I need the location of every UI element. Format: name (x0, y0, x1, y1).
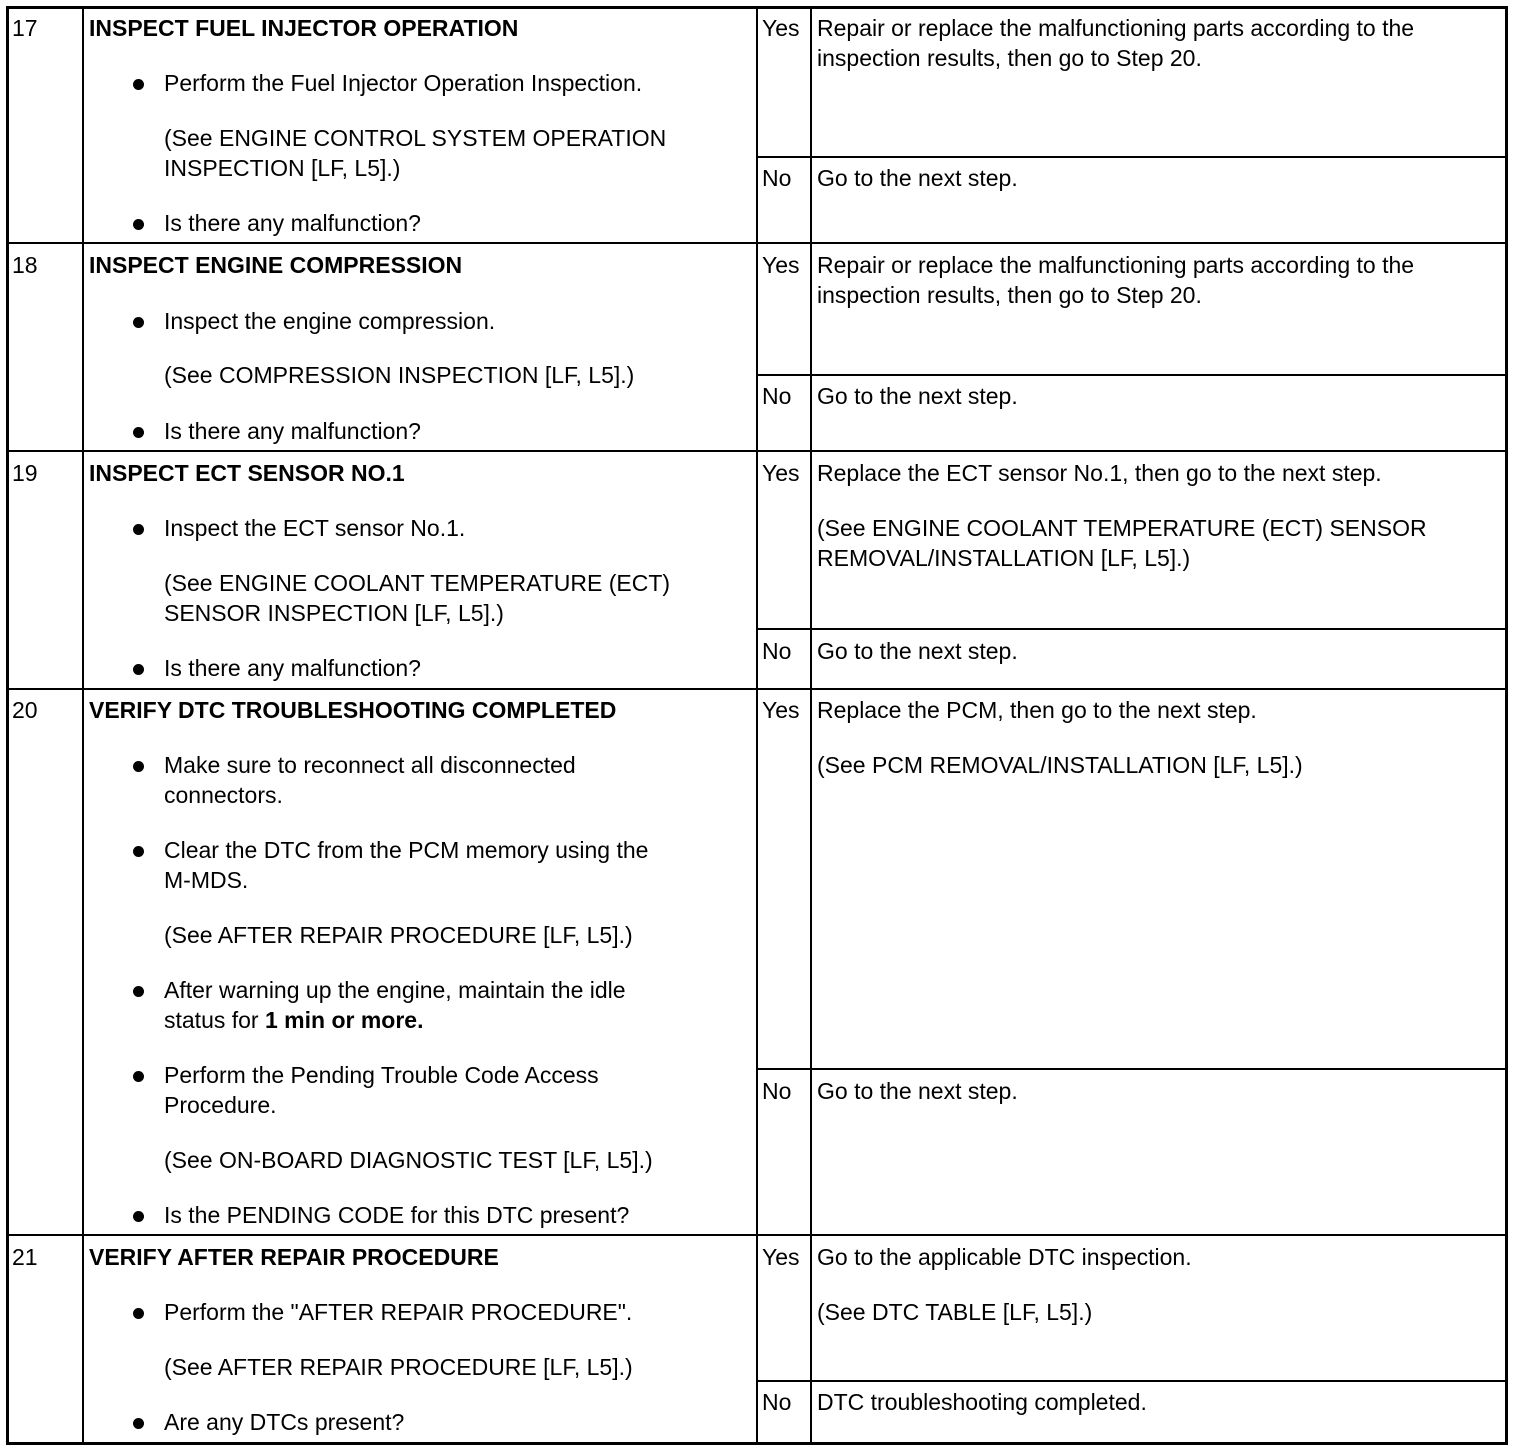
yes-label: Yes (762, 697, 800, 723)
step-title: VERIFY AFTER REPAIR PROCEDURE (89, 1244, 499, 1270)
action-item-text: After warning up the engine, maintain the idle status for (164, 977, 626, 1033)
action-item: Perform the Fuel Injector Operation Inspection. (164, 70, 643, 96)
bullet-icon (133, 427, 144, 438)
column-divider-step (82, 6, 84, 1445)
bullet-icon (133, 79, 144, 90)
row-divider (6, 688, 1508, 690)
no-label: No (762, 1078, 792, 1104)
row-divider (6, 450, 1508, 452)
step-title: INSPECT FUEL INJECTOR OPERATION (89, 15, 519, 41)
action-question: Is there any malfunction? (164, 655, 421, 681)
row-divider (6, 242, 1508, 244)
action-item-emphasis: 1 min or more. (264, 1007, 424, 1033)
yes-no-divider (756, 628, 1508, 630)
no-result: Go to the next step. (817, 383, 1018, 409)
yes-label: Yes (762, 252, 800, 278)
bullet-icon (133, 1071, 144, 1082)
bullet-icon (133, 761, 144, 772)
step-title: INSPECT ENGINE COMPRESSION (89, 252, 463, 278)
yes-no-divider (756, 1380, 1508, 1382)
yes-label: Yes (762, 460, 800, 486)
action-question: Are any DTCs present? (164, 1409, 405, 1435)
no-result: Go to the next step. (817, 165, 1018, 191)
yes-no-divider (756, 156, 1508, 158)
yes-no-divider (756, 1068, 1508, 1070)
column-divider-result (810, 6, 812, 1445)
yes-label: Yes (762, 1244, 800, 1270)
bullet-icon (133, 1418, 144, 1429)
action-question: Is there any malfunction? (164, 210, 421, 236)
bullet-icon (133, 317, 144, 328)
yes-reference: (See PCM REMOVAL/INSTALLATION [LF, L5].) (817, 752, 1303, 778)
action-reference: (See ENGINE CONTROL SYSTEM OPERATION INSPECTION [LF, L5].) (164, 125, 667, 181)
bullet-icon (133, 664, 144, 675)
bullet-icon (133, 1211, 144, 1222)
yes-result: Replace the PCM, then go to the next step. (817, 697, 1257, 723)
action-item: Inspect the engine compression. (164, 308, 496, 334)
action-item: Make sure to reconnect all disconnected connectors. (164, 752, 576, 808)
action-question: Is there any malfunction? (164, 418, 421, 444)
bullet-icon (133, 1308, 144, 1319)
action-reference: (See AFTER REPAIR PROCEDURE [LF, L5].) (164, 1354, 633, 1380)
no-result: Go to the next step. (817, 1078, 1018, 1104)
action-item: Perform the "AFTER REPAIR PROCEDURE". (164, 1299, 633, 1325)
column-divider-action (756, 6, 758, 1445)
no-label: No (762, 383, 792, 409)
action-reference: (See ENGINE COOLANT TEMPERATURE (ECT) SENSOR INSPECTION [LF, L5].) (164, 570, 671, 626)
yes-result: Repair or replace the malfunctioning parts according to the inspection results, then go to Step 20. (817, 15, 1415, 71)
yes-reference: (See ENGINE COOLANT TEMPERATURE (ECT) SENSOR REMOVAL/INSTALLATION [LF, L5].) (817, 515, 1427, 571)
bullet-icon (133, 524, 144, 535)
action-reference: (See ON-BOARD DIAGNOSTIC TEST [LF, L5].) (164, 1147, 653, 1173)
step-title: VERIFY DTC TROUBLESHOOTING COMPLETED (89, 697, 617, 723)
no-label: No (762, 1389, 792, 1415)
yes-label: Yes (762, 15, 800, 41)
step-number: 20 (12, 697, 38, 723)
no-result: Go to the next step. (817, 638, 1018, 664)
yes-result: Replace the ECT sensor No.1, then go to the next step. (817, 460, 1382, 486)
action-reference: (See AFTER REPAIR PROCEDURE [LF, L5].) (164, 922, 633, 948)
step-number: 19 (12, 460, 38, 486)
no-label: No (762, 638, 792, 664)
yes-no-divider (756, 374, 1508, 376)
action-question: Is the PENDING CODE for this DTC present? (164, 1202, 630, 1228)
bullet-icon (133, 986, 144, 997)
step-title: INSPECT ECT SENSOR NO.1 (89, 460, 405, 486)
step-number: 21 (12, 1244, 38, 1270)
no-label: No (762, 165, 792, 191)
yes-result: Repair or replace the malfunctioning parts according to the inspection results, then go to Step 20. (817, 252, 1415, 308)
bullet-icon (133, 846, 144, 857)
yes-reference: (See DTC TABLE [LF, L5].) (817, 1299, 1093, 1325)
no-result: DTC troubleshooting completed. (817, 1389, 1147, 1415)
action-item (164, 975, 626, 1035)
action-reference: (See COMPRESSION INSPECTION [LF, L5].) (164, 362, 635, 388)
step-number: 17 (12, 15, 38, 41)
step-number: 18 (12, 252, 38, 278)
yes-result: Go to the applicable DTC inspection. (817, 1244, 1192, 1270)
action-item: Clear the DTC from the PCM memory using the M-MDS. (164, 837, 649, 893)
row-divider (6, 1234, 1508, 1236)
action-item: Perform the Pending Trouble Code Access Procedure. (164, 1062, 599, 1118)
action-item: Inspect the ECT sensor No.1. (164, 515, 466, 541)
bullet-icon (133, 219, 144, 230)
